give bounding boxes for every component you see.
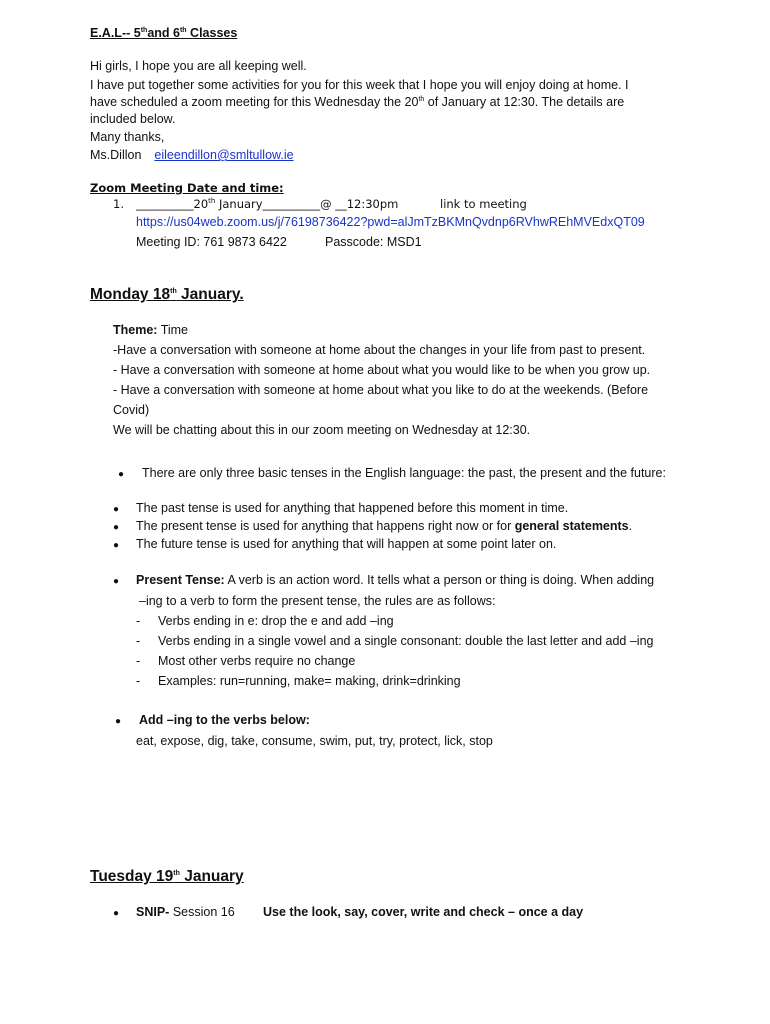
present-tense-rule: Present Tense: A verb is an action word. It tells what a person or thing is doing. When adding [136,573,655,587]
chat-note: We will be chatting about this in our zoom meeting on Wednesday at 12:30. [113,423,531,437]
thanks: Many thanks, [90,130,165,144]
conversation-3: - Have a conversation with someone at home about what you like to do at the weekends. (Before [113,383,649,397]
email-link[interactable]: eileendillon@smltullow.ie [154,148,294,162]
rule-dash: - [136,654,141,668]
greeting: Hi girls, I hope you are all keeping well. [90,59,307,73]
zoom-url-link[interactable]: https://us04web.zoom.us/j/76198736422?pwd=alJmTzBKMnQvdnp6RVhwREhMVEdxQT09 [136,215,645,229]
intro-line-1: I have put together some activities for you for this week that I hope you will enjoy doing at home. I [90,78,629,92]
bullet-icon: ● [113,522,120,533]
theme-line: Theme: Time [113,323,189,337]
zoom-heading: Zoom Meeting Date and time: [90,181,284,195]
rule-dash: - [136,614,141,628]
conversation-2: - Have a conversation with someone at home about what you would like to be when you grow up. [113,363,651,377]
zoom-list-number: 1. [113,197,124,211]
tuesday-heading: Tuesday 19th January [90,868,244,885]
document-title: E.A.L-- 5thand 6th Classes [90,26,238,40]
zoom-link-label: link to meeting [440,197,527,211]
snip-line: SNIP- Session 16 [136,905,235,919]
rule-item: Most other verbs require no change [158,654,356,668]
zoom-meeting-id: Meeting ID: 761 9873 6422 [136,235,287,249]
past-tense: The past tense is used for anything that happened before this moment in time. [136,501,569,515]
monday-heading: Monday 18th January. [90,286,244,303]
rule-item: Verbs ending in e: drop the e and add –ing [158,614,394,628]
bullet-icon: ● [118,469,125,480]
bullet-icon: ● [113,576,120,587]
bullet-icon: ● [115,716,122,727]
zoom-passcode: Passcode: MSD1 [325,235,422,249]
rule-dash: - [136,674,141,688]
signoff: Ms.Dillon eileendillon@smltullow.ie [90,148,294,162]
conversation-3-cont: Covid) [113,403,150,417]
present-tense-rule-cont: –ing to a verb to form the present tense, the rules are as follows: [139,594,496,608]
intro-line-2: have scheduled a zoom meeting for this Wednesday the 20th of January at 12:30. The details are [90,95,625,109]
present-tense-def: The present tense is used for anything that happens right now or for general statements. [136,519,633,533]
rule-dash: - [136,634,141,648]
exercise-verbs: eat, expose, dig, take, consume, swim, put, try, protect, lick, stop [136,734,493,748]
tenses-intro: There are only three basic tenses in the English language: the past, the present and the future: [142,466,666,480]
snip-instruction: Use the look, say, cover, write and check – once a day [263,905,584,919]
intro-line-3: included below. [90,112,176,126]
future-tense: The future tense is used for anything that will happen at some point later on. [136,537,557,551]
rule-item: Verbs ending in a single vowel and a single consonant: double the last letter and add –ing [158,634,654,648]
exercise-heading: Add –ing to the verbs below: [139,713,310,727]
bullet-icon: ● [113,908,120,919]
conversation-1: -Have a conversation with someone at home about the changes in your life from past to present. [113,343,646,357]
bullet-icon: ● [113,504,120,515]
bullet-icon: ● [113,540,120,551]
zoom-date-line: __________20th January__________@ __12:30pm [136,197,399,211]
rule-item: Examples: run=running, make= making, drink=drinking [158,674,461,688]
